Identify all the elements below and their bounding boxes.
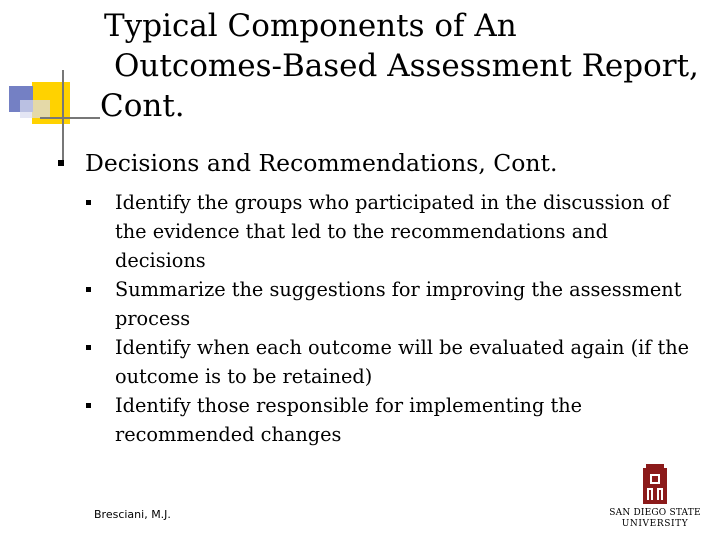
sub-bullet-item bbox=[86, 275, 696, 333]
sub-bullet-text: Identify when each outcome will be evaluated again (if the outcome is to be retained) bbox=[115, 336, 690, 388]
sub-bullet-item bbox=[86, 391, 696, 449]
footer-author: Bresciani, M.J. bbox=[94, 508, 171, 521]
square-bullet-icon bbox=[86, 287, 91, 292]
square-bullet-icon bbox=[58, 160, 64, 166]
corner-decoration-graphic bbox=[0, 0, 110, 160]
main-bullet-text: Decisions and Recommendations, Cont. bbox=[85, 149, 558, 177]
sub-bullet-text: Identify the groups who participated in the discussion of the evidence that led to the recommendations and decisions bbox=[115, 191, 670, 272]
sub-bullet-list bbox=[86, 188, 696, 449]
sdsu-tower-icon bbox=[642, 462, 668, 506]
square-bullet-icon bbox=[86, 200, 91, 205]
title-line: Outcomes-Based Assessment Report, bbox=[114, 48, 699, 84]
sub-bullet-text: Identify those responsible for implementing the recommended changes bbox=[115, 394, 583, 446]
title-line: Typical Components of An bbox=[104, 8, 517, 44]
university-logo bbox=[608, 462, 702, 532]
square-bullet-icon bbox=[86, 403, 91, 408]
slide-title bbox=[100, 6, 710, 126]
title-line: Cont. bbox=[100, 88, 185, 124]
sub-bullet-item bbox=[86, 333, 696, 391]
logo-text-line2: UNIVERSITY bbox=[621, 519, 689, 529]
square-bullet-icon bbox=[86, 345, 91, 350]
logo-text-line1: SAN DIEGO STATE bbox=[609, 508, 701, 518]
sub-bullet-item bbox=[86, 188, 696, 275]
sub-bullet-text: Summarize the suggestions for improving the assessment process bbox=[115, 278, 682, 330]
